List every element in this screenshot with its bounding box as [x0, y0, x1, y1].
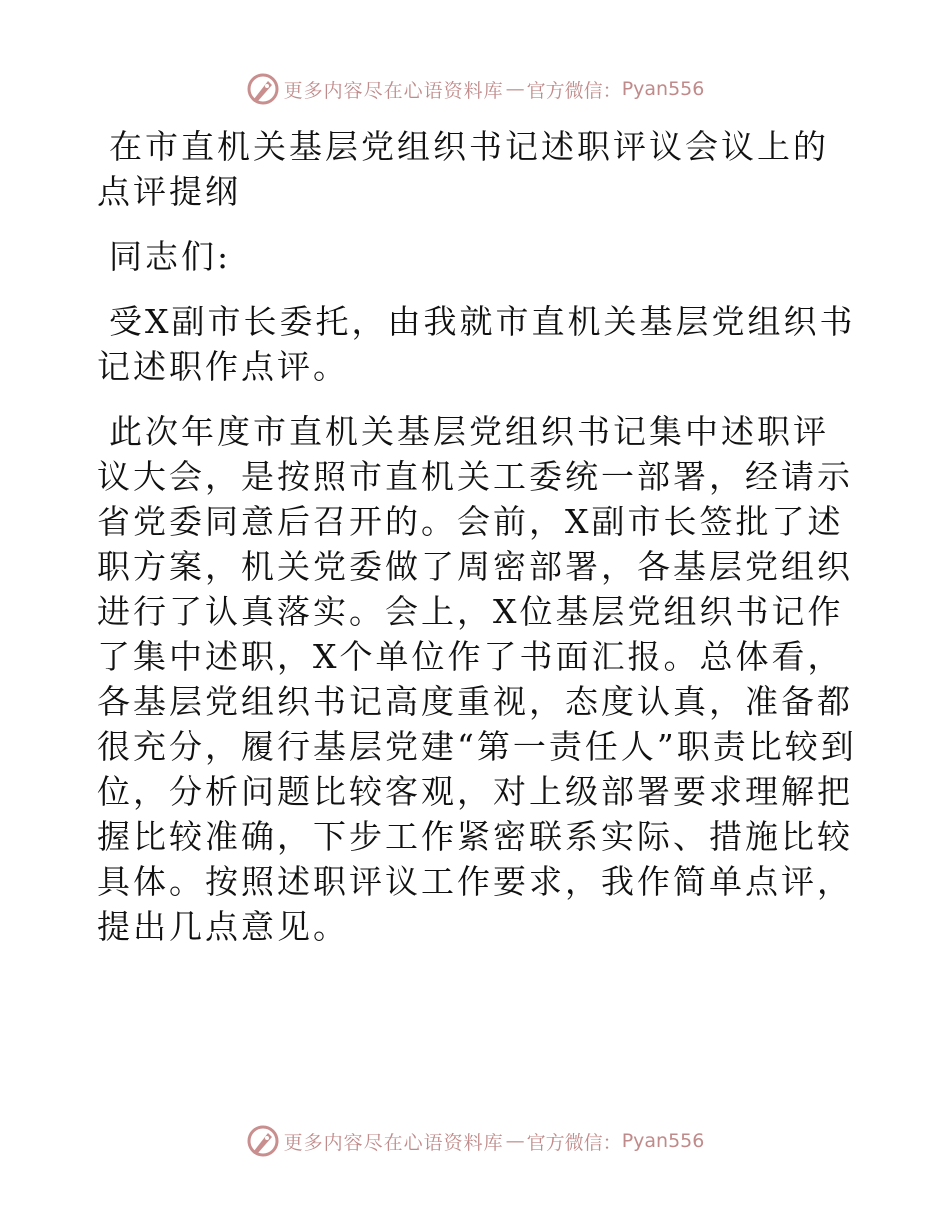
greeting-line: 同志们: — [109, 237, 232, 276]
watermark-wechat-id: Pyan556 — [621, 78, 705, 100]
header-watermark — [0, 72, 950, 106]
footer-watermark — [0, 1124, 950, 1158]
watermark-wechat-label: 官方微信： — [526, 1131, 622, 1154]
watermark-brand-text: 更多内容尽在心语资料库 — [283, 1131, 504, 1154]
paragraph-intro: 受X副市长委托，由我就市直机关基层党组织书记述职作点评。 — [97, 302, 856, 386]
document-title: 在市直机关基层党组织书记述职评议会议上的点评提纲 — [97, 127, 829, 211]
pen-nib-logo-icon — [246, 1124, 280, 1158]
watermark-wechat-label: 官方微信： — [526, 79, 622, 102]
watermark-separator: — — [505, 78, 525, 100]
paragraph-main: 此次年度市直机关基层党组织书记集中述职评议大会，是按照市直机关工委统一部署，经请示省党委同意后召开的。会前，X副市长签批了述职方案，机关党委做了周密部署，各基层党组织进行了认真落实。会上，X位基层党组织书记作了集中述职，X个单位作了书面汇报。总体看，各基层党组织书记高度重视，态度认真，准备都很充分，履行基层党建“第一责任人”职责比较到位，分析问题比较客观，对上级部署要求理解把握比较准确，下步工作紧密联系实际、措施比较具体。按照述职评议工作要求，我作简单点评，提出几点意见。 — [97, 412, 857, 946]
watermark-separator: — — [505, 1130, 525, 1152]
pen-nib-logo-icon — [246, 72, 280, 106]
watermark-brand-text: 更多内容尽在心语资料库 — [283, 79, 504, 102]
watermark-wechat-id: Pyan556 — [621, 1130, 705, 1152]
document-body — [97, 124, 857, 949]
